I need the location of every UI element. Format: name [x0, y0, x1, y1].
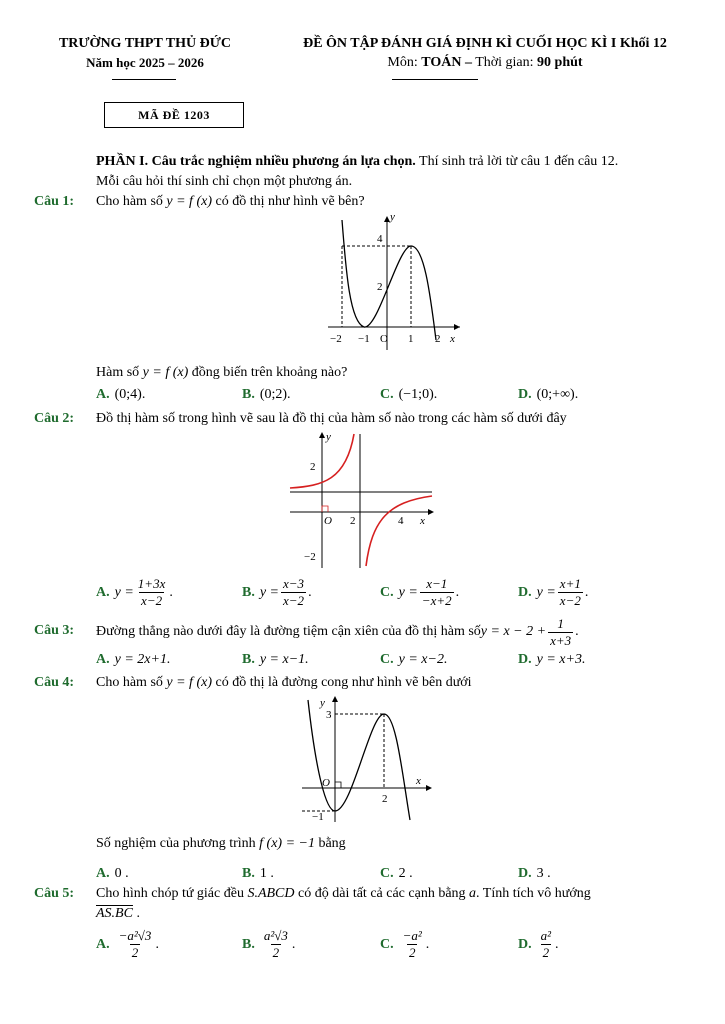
question-5-label: Câu 5: [34, 886, 75, 901]
q1-option-b[interactable]: B. (0;2). [242, 387, 291, 402]
q2-x-arrow [428, 509, 434, 515]
exam-header [265, 36, 705, 71]
q4-ytick-m1: −1 [312, 811, 324, 823]
q1-xtick-m1: −1 [358, 333, 370, 345]
q1-xtick-m2: −2 [330, 333, 342, 345]
q1-xtick-2: 2 [435, 333, 441, 345]
q1-x-arrow [454, 324, 460, 330]
part1-heading: PHẦN I. Câu trắc nghiệm nhiều phương án lựa chọn. Thí sinh trả lời từ câu 1 đến câu 12. [96, 154, 619, 169]
q2-ytick-2: 2 [310, 461, 316, 473]
q3-option-d[interactable]: D. y = x+3. [518, 652, 586, 667]
question-5-text: Cho hình chóp tứ giác đều S.ABCD có độ dài tất cả các cạnh bằng a. Tính tích vô hướng [96, 886, 591, 901]
question-1-label: Câu 1: [34, 194, 75, 209]
q4-ytick-3: 3 [326, 709, 332, 721]
header-divider-right [392, 79, 478, 80]
q4-x-label: x [416, 775, 421, 787]
q2-y-label: y [326, 431, 331, 443]
question-3-text: Đường thẳng nào dưới đây là đường tiệm cận xiên của đồ thị hàm số y = x − 2 + $\frac{1}{x+3}$ . [96, 615, 579, 648]
q2-origin: O [324, 515, 332, 527]
exam-subject: Môn: TOÁN – Thời gian: 90 phút [387, 55, 583, 70]
q3-option-a[interactable]: A. y = 2x+1. [96, 652, 171, 667]
q2-xtick-4: 4 [398, 515, 404, 527]
q1-origin: O [380, 333, 388, 345]
q4-x-arrow [426, 785, 432, 791]
q2-x-label: x [420, 515, 425, 527]
q4-origin-marker [335, 782, 341, 788]
q4-y-arrow [332, 696, 338, 702]
q5-option-d[interactable]: D. $\frac{\text{a²}}{2}$ . [518, 928, 559, 960]
question-4-ask: Số nghiệm của phương trình f (x) = −1 bằng [96, 836, 346, 851]
q1-option-d[interactable]: D. (0;+∞). [518, 387, 579, 402]
question-3-label: Câu 3: [34, 623, 75, 638]
q2-ytick-m2: −2 [304, 551, 316, 563]
question-4-graph [298, 692, 434, 824]
q4-xtick-2: 2 [382, 793, 388, 805]
school-header [30, 36, 260, 71]
question-4-text: Cho hàm số y = f (x) có đồ thị là đường cong như hình vẽ bên dưới [96, 675, 472, 690]
q4-option-d[interactable]: D. 3 . [518, 866, 551, 881]
q2-right-branch [366, 496, 432, 566]
q3-option-c[interactable]: C. y = x−2. [380, 652, 448, 667]
q1-ytick-2: 2 [377, 281, 383, 293]
q2-xtick-2: 2 [350, 515, 356, 527]
q2-origin-marker [322, 506, 328, 512]
q3-option-b[interactable]: B. y = x−1. [242, 652, 309, 667]
q1-option-c[interactable]: C. (−1;0). [380, 387, 438, 402]
question-2-label: Câu 2: [34, 411, 75, 426]
q5-option-a[interactable]: A. $\frac{\text{−a²√3}}{2}$ . [96, 928, 159, 960]
q2-option-a[interactable]: A. y = $\frac{1+3x}{x-2}$ . [96, 576, 173, 608]
question-4-label: Câu 4: [34, 675, 75, 690]
q4-option-b[interactable]: B. 1 . [242, 866, 274, 881]
question-2-graph [288, 428, 436, 570]
q2-y-arrow [319, 432, 325, 438]
q1-curve [342, 220, 436, 340]
q2-option-d[interactable]: D. y = $\frac{x+1}{x-2}$ . [518, 576, 589, 608]
question-1-text: Cho hàm số y = f (x) có đồ thị như hình vẽ bên? [96, 194, 365, 209]
q2-option-b[interactable]: B. y = $\frac{x-3}{x-2}$ . [242, 576, 312, 608]
q5-option-c[interactable]: C. $\frac{\text{−a²}}{2}$ . [380, 928, 430, 960]
q4-origin: O [322, 777, 330, 789]
exam-title: ĐỀ ÔN TẬP ĐÁNH GIÁ ĐỊNH KÌ CUỐI HỌC KÌ I Khối 12 [303, 36, 667, 51]
header-divider-left [112, 79, 176, 80]
q1-xtick-1: 1 [408, 333, 414, 345]
question-1-ask: Hàm số y = f (x) đồng biến trên khoảng nào? [96, 365, 348, 380]
school-name: TRƯỜNG THPT THỦ ĐỨC [58, 36, 232, 51]
q1-y-label: y [390, 212, 395, 223]
question-5-vector: AS.BC . [96, 906, 140, 921]
q1-ytick-4: 4 [377, 233, 383, 245]
q4-option-c[interactable]: C. 2 . [380, 866, 413, 881]
question-2-text: Đồ thị hàm số trong hình vẽ sau là đồ thị của hàm số nào trong các hàm số dưới đây [96, 411, 567, 426]
q1-option-a[interactable]: A. (0;4). [96, 387, 146, 402]
question-1-graph [320, 212, 465, 352]
q4-y-label: y [320, 697, 325, 709]
school-year: Năm học 2025 – 2026 [86, 55, 204, 70]
exam-code: MÃ ĐỀ 1203 [104, 102, 244, 128]
q5-option-b[interactable]: B. $\frac{\text{a²√3}}{2}$ . [242, 928, 296, 960]
q4-option-a[interactable]: A. 0 . [96, 866, 129, 881]
q1-x-label: x [450, 333, 455, 345]
q2-option-c[interactable]: C. y = $\frac{x-1}{-x+2}$ . [380, 576, 460, 608]
part1-instruction: Mỗi câu hỏi thí sinh chỉ chọn một phương án. [96, 174, 353, 189]
q4-curve [308, 700, 410, 820]
